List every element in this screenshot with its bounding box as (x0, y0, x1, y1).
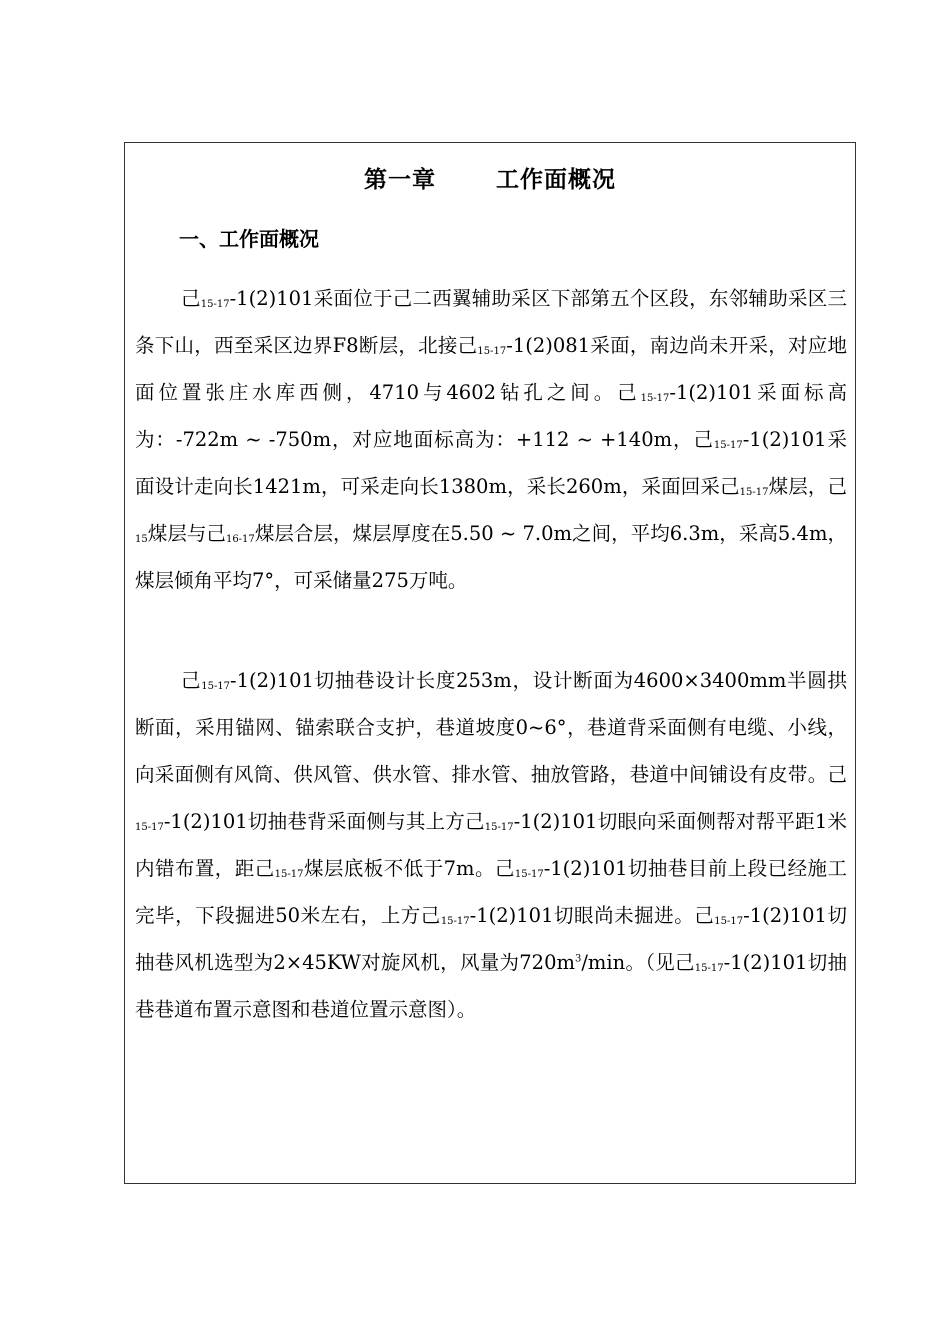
chapter-label: 第一章 (364, 167, 436, 193)
subscript-text: 15-17 (274, 868, 304, 880)
subscript-text: 15 (135, 533, 148, 545)
subscript-text: 15-17 (714, 915, 744, 927)
subscript-text: 15-17 (477, 345, 507, 357)
subscript-text: 15-17 (200, 298, 230, 310)
section-heading: 一、工作面概况 (179, 227, 319, 251)
superscript-text: 3 (574, 953, 582, 964)
subscript-text: 16-17 (225, 533, 255, 545)
subscript-text: 15-17 (694, 962, 724, 974)
subscript-text: 15-17 (201, 680, 231, 692)
subscript-text: 15-17 (713, 439, 743, 451)
paragraph-1: 己$_{15-17}$-1(2)101采面位于己二西翼辅助采区下部第五个区段，东邻辅助采区三条下山，西至采区边界F8断层，北接己$_{15-17}$-1(2)081采面，南边尚未开采，对应地面位置张庄水库西侧，4710与4602钻孔之间。己$_{15-17}$-1(2)101采面标高为：-722m ~ -750m，对应地面标高为：+112 ~ +140m，己$_{15-17}$-1(2)101采面设计走向长1421m，可采走向长1380m，采长260m，采面回采己$_{15-17}$煤层，己$_{15}$煤层与己$_{16-17}$煤层合层，煤层厚度在5.50 ~ 7.0m之间，平均6.3m，采高5.4m，煤层倾角平均7°，可采储量275万吨。 (135, 286, 848, 592)
subscript-text: 15-17 (135, 821, 164, 833)
subscript-text: 15-17 (484, 821, 514, 833)
content-frame (124, 142, 856, 1184)
subscript-text: 15-17 (739, 486, 769, 498)
subscript-text: 15-17 (640, 392, 670, 404)
paragraph-2: 己$_{15-17}$-1(2)101切抽巷设计长度253m，设计断面为4600×3400mm半圆拱断面，采用锚网、锚索联合支护，巷道坡度0~6°，巷道背采面侧有电缆、小线，向采面侧有风筒、供风管、供水管、排水管、抽放管路，巷道中间铺设有皮带。己$_{15-17}$-1(2)101切抽巷背采面侧与其上方己$_{15-17}$-1(2)101切眼向采面侧帮对帮平距1米内错布置，距己$_{15-17}$煤层底板不低于7m。己$_{15-17}$-1(2)101切抽巷目前上段已经施工完毕，下段掘进50米左右，上方己$_{15-17}$-1(2)101切眼尚未掘进。己$_{15-17}$-1(2)101切抽巷风机选型为2×45KW对旋风机，风量为$720m^3/\min$。（见己$_{15-17}$-1(2)101切抽巷巷道布置示意图和巷道位置示意图）。 (135, 668, 847, 1021)
chapter-title (125, 161, 855, 194)
subscript-text: 15-17 (514, 868, 544, 880)
subscript-text: 15-17 (440, 915, 470, 927)
chapter-title-text: 工作面概况 (496, 167, 616, 193)
